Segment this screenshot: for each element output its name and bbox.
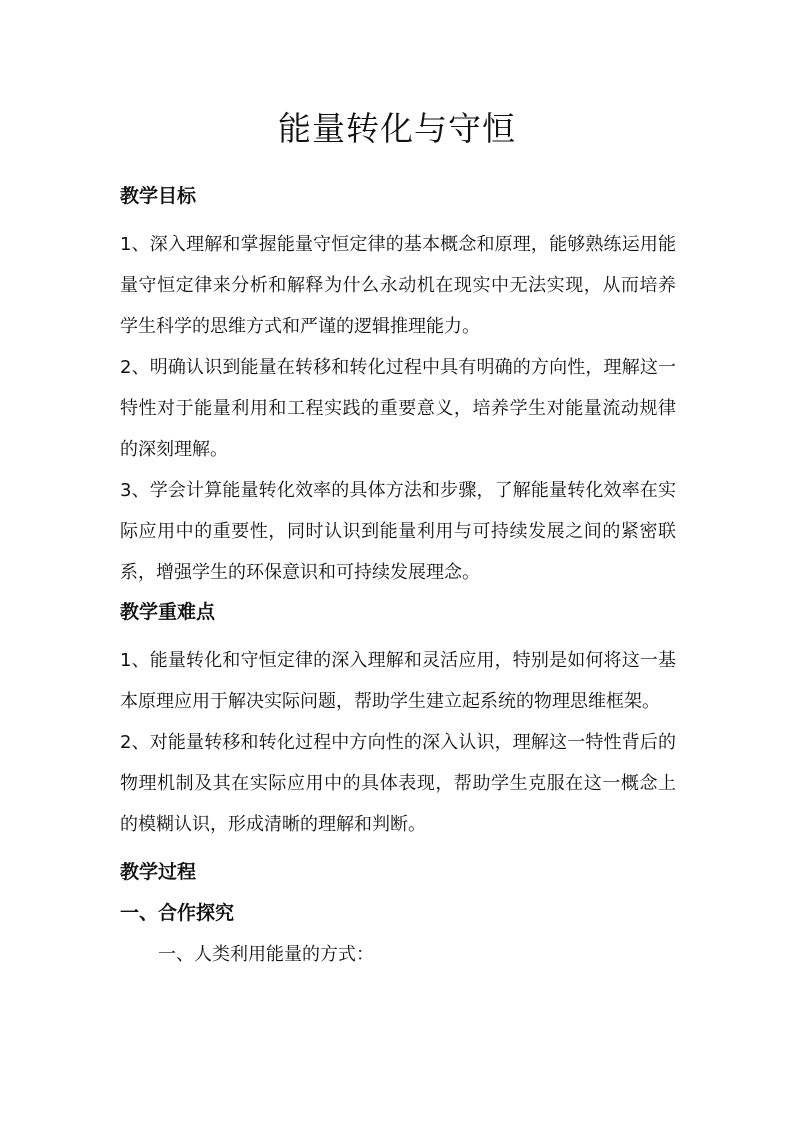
key-point-item-1: 1、能量转化和守恒定律的深入理解和灵活应用，特别是如何将这一基本原理应用于解决实际问题，帮助学生建立起系统的物理思维框架。 <box>120 650 676 712</box>
key-point-item-2: 2、对能量转移和转化过程中方向性的深入认识，理解这一特性背后的物理机制及其在实际应用中的具体表现，帮助学生克服在这一概念上的模糊认识，形成清晰的理解和判断。 <box>120 732 676 835</box>
objective-item-1: 1、深入理解和掌握能量守恒定律的基本概念和原理，能够熟练运用能量守恒定律来分析和解释为什么永动机在现实中无法实现，从而培养学生科学的思维方式和严谨的逻辑推理能力。 <box>120 234 676 337</box>
objectives-heading: 教学目标 <box>120 185 197 207</box>
process-subitem: 一、人类利用能量的方式： <box>158 944 374 965</box>
document-title: 能量转化与守恒 <box>278 109 516 148</box>
process-part-heading: 一、合作探究 <box>120 902 235 924</box>
process-heading: 教学过程 <box>120 861 197 883</box>
objective-item-2: 2、明确认识到能量在转移和转化过程中具有明确的方向性，理解这一特性对于能量利用和工程实践的重要意义，培养学生对能量流动规律的深刻理解。 <box>120 357 676 460</box>
key-points-heading: 教学重难点 <box>120 601 216 623</box>
document-body <box>120 183 676 968</box>
objective-item-3: 3、学会计算能量转化效率的具体方法和步骤，了解能量转化效率在实际应用中的重要性，同时认识到能量利用与可持续发展之间的紧密联系，增强学生的环保意识和可持续发展理念。 <box>120 480 676 583</box>
